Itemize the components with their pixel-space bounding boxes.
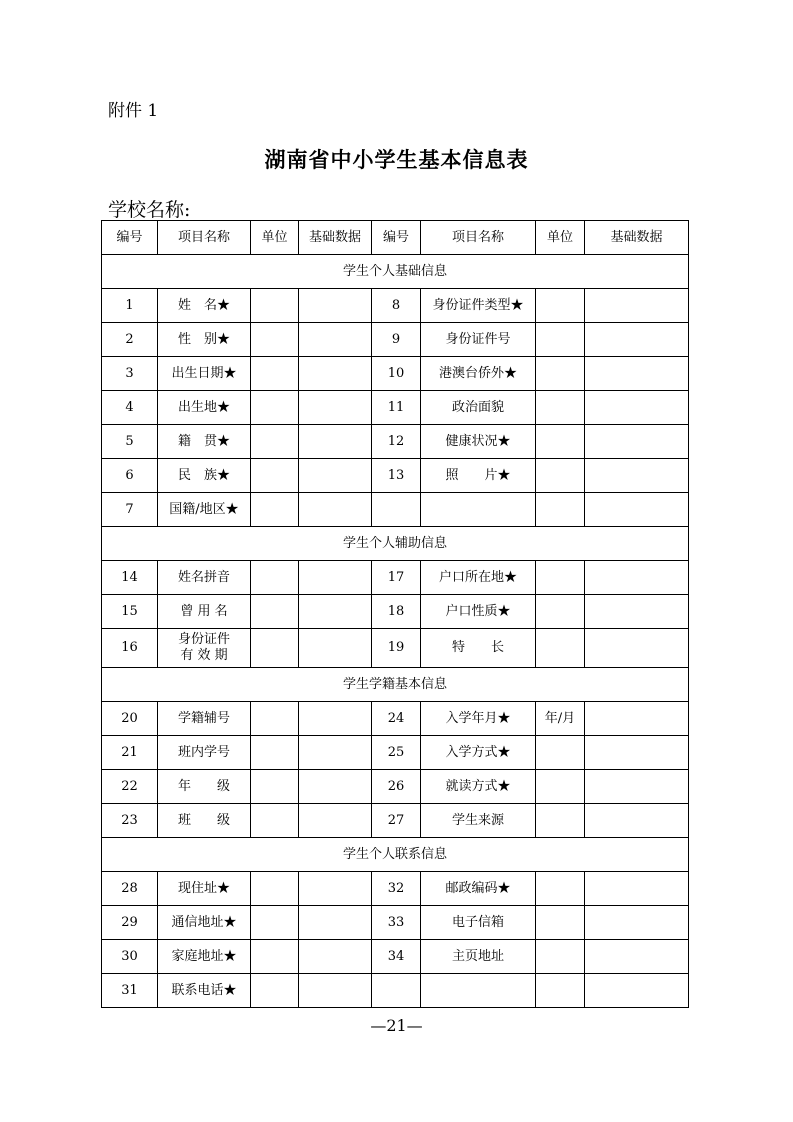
item-number: 14 [102,561,158,595]
base-data-cell [299,736,372,770]
base-data-cell [585,804,689,838]
base-data-cell [585,702,689,736]
base-data-cell [299,872,372,906]
item-unit [536,357,585,391]
base-data-cell [299,804,372,838]
item-number: 16 [102,629,158,668]
item-name: 现住址★ [158,872,251,906]
attachment-label: 附件 1 [108,101,159,121]
item-number: 7 [102,493,158,527]
header-cell: 编号 [102,221,158,255]
item-unit [536,323,585,357]
item-name: 家庭地址★ [158,940,251,974]
base-data-cell [299,702,372,736]
base-data-cell [585,872,689,906]
item-unit [536,974,585,1008]
table-row [102,770,689,804]
section-row [102,838,689,872]
item-name: 籍 贯★ [158,425,251,459]
item-name: 姓名拼音 [158,561,251,595]
item-number: 11 [372,391,421,425]
item-unit [251,702,299,736]
item-number: 34 [372,940,421,974]
item-number: 15 [102,595,158,629]
item-name: 国籍/地区★ [158,493,251,527]
item-name: 通信地址★ [158,906,251,940]
base-data-cell [299,770,372,804]
base-data-cell [585,289,689,323]
item-unit [536,804,585,838]
item-name: 特 长 [421,629,536,668]
item-number: 29 [102,906,158,940]
item-unit [251,940,299,974]
item-number: 3 [102,357,158,391]
header-cell: 基础数据 [585,221,689,255]
item-number: 21 [102,736,158,770]
item-number: 20 [102,702,158,736]
item-name: 姓 名★ [158,289,251,323]
base-data-cell [299,974,372,1008]
item-unit [536,561,585,595]
base-data-cell [299,391,372,425]
item-number: 23 [102,804,158,838]
table-row [102,595,689,629]
student-info-table [101,220,689,1008]
table-body [102,221,689,1008]
base-data-cell [585,595,689,629]
table-row [102,872,689,906]
section-row [102,255,689,289]
base-data-cell [299,289,372,323]
item-number [372,974,421,1008]
item-unit [536,770,585,804]
item-name: 主页地址 [421,940,536,974]
item-number: 13 [372,459,421,493]
item-number: 26 [372,770,421,804]
table-row [102,804,689,838]
item-number: 27 [372,804,421,838]
item-name: 健康状况★ [421,425,536,459]
item-number: 33 [372,906,421,940]
header-cell: 项目名称 [421,221,536,255]
item-name: 年 级 [158,770,251,804]
item-number: 30 [102,940,158,974]
table-row [102,289,689,323]
base-data-cell [585,736,689,770]
item-unit [536,872,585,906]
base-data-cell [585,561,689,595]
item-unit [251,425,299,459]
item-name: 身份证件 有 效 期 [158,629,251,668]
base-data-cell [585,459,689,493]
base-data-cell [299,459,372,493]
item-unit [251,770,299,804]
school-name-label: 学校名称: [108,199,191,221]
item-name: 户口性质★ [421,595,536,629]
table-row [102,425,689,459]
item-number: 5 [102,425,158,459]
item-number: 31 [102,974,158,1008]
base-data-cell [585,770,689,804]
page-number: —21— [370,1016,423,1035]
header-cell: 单位 [536,221,585,255]
item-number: 22 [102,770,158,804]
section-row [102,668,689,702]
item-unit [251,561,299,595]
item-name: 邮政编码★ [421,872,536,906]
item-name: 联系电话★ [158,974,251,1008]
base-data-cell [299,906,372,940]
table-row [102,906,689,940]
item-name: 政治面貌 [421,391,536,425]
item-name: 入学年月★ [421,702,536,736]
base-data-cell [585,629,689,668]
item-unit [536,459,585,493]
item-number: 6 [102,459,158,493]
item-number: 8 [372,289,421,323]
header-cell: 单位 [251,221,299,255]
item-unit [251,736,299,770]
item-unit [251,459,299,493]
item-unit [536,629,585,668]
item-unit [251,595,299,629]
base-data-cell [299,425,372,459]
header-cell: 编号 [372,221,421,255]
section-title: 学生个人联系信息 [102,838,689,872]
header-cell: 基础数据 [299,221,372,255]
table-row [102,561,689,595]
item-number: 17 [372,561,421,595]
base-data-cell [585,906,689,940]
item-name: 出生日期★ [158,357,251,391]
table-row [102,940,689,974]
item-number: 10 [372,357,421,391]
base-data-cell [299,493,372,527]
item-unit [536,595,585,629]
item-name: 民 族★ [158,459,251,493]
item-number [372,493,421,527]
table-row [102,629,689,668]
item-unit [251,804,299,838]
table-row [102,736,689,770]
item-name: 港澳台侨外★ [421,357,536,391]
section-row [102,527,689,561]
base-data-cell [299,595,372,629]
item-unit [251,493,299,527]
base-data-cell [299,357,372,391]
item-name [421,493,536,527]
base-data-cell [585,357,689,391]
table-row [102,493,689,527]
item-number: 18 [372,595,421,629]
item-name: 户口所在地★ [421,561,536,595]
item-number: 25 [372,736,421,770]
item-unit [251,323,299,357]
section-title: 学生个人基础信息 [102,255,689,289]
section-title: 学生学籍基本信息 [102,668,689,702]
item-unit [536,906,585,940]
item-name: 照 片★ [421,459,536,493]
item-number: 32 [372,872,421,906]
item-name: 性 别★ [158,323,251,357]
item-name: 班 级 [158,804,251,838]
table-row [102,974,689,1008]
item-name: 就读方式★ [421,770,536,804]
item-number: 9 [372,323,421,357]
item-name: 身份证件类型★ [421,289,536,323]
item-unit [251,391,299,425]
table-row [102,323,689,357]
base-data-cell [299,629,372,668]
table-row [102,459,689,493]
item-unit [536,493,585,527]
item-unit [251,289,299,323]
item-name: 班内学号 [158,736,251,770]
item-unit [251,357,299,391]
item-unit [536,425,585,459]
base-data-cell [585,974,689,1008]
item-name: 曾 用 名 [158,595,251,629]
item-unit [251,906,299,940]
base-data-cell [585,323,689,357]
item-unit [251,629,299,668]
base-data-cell [585,391,689,425]
page-title: 湖南省中小学生基本信息表 [264,148,529,172]
item-number: 1 [102,289,158,323]
base-data-cell [585,493,689,527]
item-number: 28 [102,872,158,906]
item-unit [536,289,585,323]
item-name [421,974,536,1008]
header-cell: 项目名称 [158,221,251,255]
table-row [102,702,689,736]
item-name: 入学方式★ [421,736,536,770]
item-number: 19 [372,629,421,668]
base-data-cell [299,561,372,595]
header-row [102,221,689,255]
table-row [102,391,689,425]
item-unit: 年/月 [536,702,585,736]
base-data-cell [585,940,689,974]
base-data-cell [299,323,372,357]
item-name: 学生来源 [421,804,536,838]
base-data-cell [585,425,689,459]
section-title: 学生个人辅助信息 [102,527,689,561]
item-name: 电子信箱 [421,906,536,940]
item-unit [536,736,585,770]
item-number: 2 [102,323,158,357]
item-name: 学籍辅号 [158,702,251,736]
table-row [102,357,689,391]
item-number: 24 [372,702,421,736]
item-name: 出生地★ [158,391,251,425]
item-unit [536,940,585,974]
item-unit [251,872,299,906]
base-data-cell [299,940,372,974]
item-number: 12 [372,425,421,459]
item-unit [251,974,299,1008]
item-name: 身份证件号 [421,323,536,357]
item-number: 4 [102,391,158,425]
item-unit [536,391,585,425]
